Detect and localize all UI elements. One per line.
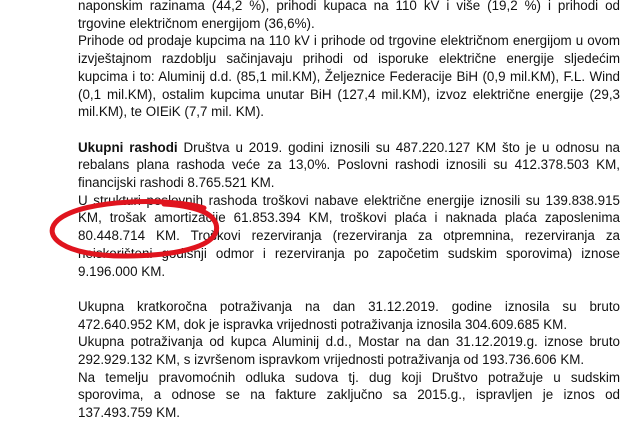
text-line: trgovine električnom energijom (36,6%). <box>78 15 315 31</box>
text-line: naponskim razinama (44,2 %), prihodi kupaca na 110 kV i više (19,2 %) i prihodi od <box>78 0 620 13</box>
section-heading: Ukupni rashodi <box>78 139 178 155</box>
paragraph-gap <box>78 121 620 139</box>
paragraph-court-rulings <box>78 369 620 422</box>
text-line: 9.196.000 KM. <box>78 263 166 279</box>
text-line: Ukupna kratkoročna potraživanja na dan 31.12.2019. godine iznosila su bruto <box>78 298 620 314</box>
text-line: KM, trošak amortizacije 61.853.394 KM, troškovi plaća i naknada plaća zaposlenima <box>78 210 620 226</box>
text-line: kupcima i to: Aluminij d.d. (85,1 mil.KM), Željeznice Federacije BiH (0,9 mil.KM), F.L. Wind <box>78 68 620 84</box>
paragraph-gap <box>78 280 620 298</box>
text-line: neiskorišteni godišnji odmor i rezerviranja po započetim sudskim sporovima) iznose <box>78 245 620 261</box>
text-line: 292.929.132 KM, s izvršenom ispravkom vrijednosti potraživanja od 193.736.606 KM. <box>78 352 585 368</box>
text-line: financijski rashodi 8.765.521 KM. <box>78 175 275 191</box>
text-line: 137.493.759 KM. <box>78 405 180 421</box>
paragraph-revenue-share <box>78 0 620 32</box>
text-line: Prihode od prodaje kupcima na 110 kV i prihode od trgovine električnom energijom u ovom <box>78 33 620 49</box>
paragraph-revenue-customers <box>78 32 620 121</box>
text-line: Na temelju pravomoćnih odluka sudova tj. dug koji Društvo potražuje u sudskim <box>78 369 620 385</box>
text-line: sporovima, a odnose se na fakture zaključno sa 2015.g., ispravljen je iznos od <box>78 387 620 403</box>
text-line: mil.KM), te OIEiK (7,7 mil. KM). <box>78 104 264 120</box>
text-fragment: Društva u 2019. godini iznosili su 487.220.127 KM što je u odnosu na <box>177 139 620 155</box>
text-line <box>78 139 620 157</box>
text-line: (0,1 mil.KM), ostalim kupcima unutar BiH (127,4 mil.KM), izvoz električne energije (29,3 <box>78 86 620 102</box>
paragraph-expense-structure <box>78 192 620 281</box>
text-line: 472.640.952 KM, dok je ispravka vrijednosti potraživanja iznosila 304.609.685 KM. <box>78 316 568 332</box>
text-line: 80.448.714 KM. Troškovi rezerviranja (rezerviranja za otpremnina, rezerviranja za <box>78 228 620 244</box>
paragraph-aluminij-receivables <box>78 333 620 368</box>
paragraph-total-expenses <box>78 139 620 192</box>
text-line: izvještajnom razdoblju sačinjavaju prihodi od isporuke električne energije sljedećim <box>78 51 620 67</box>
text-line: Ukupna potraživanja od kupca Aluminij d.d., Mostar na dan 31.12.2019.g. iznose bruto <box>78 334 620 350</box>
text-line: U strukturi poslovnih rashoda troškovi nabave električne energije iznosili su 139.838.915 <box>78 192 620 208</box>
document-body <box>78 0 620 422</box>
paragraph-short-term-receivables <box>78 298 620 333</box>
text-line: rebalans plana rashoda veće za 13,0%. Poslovni rashodi iznosili su 412.378.503 KM, <box>78 157 620 173</box>
